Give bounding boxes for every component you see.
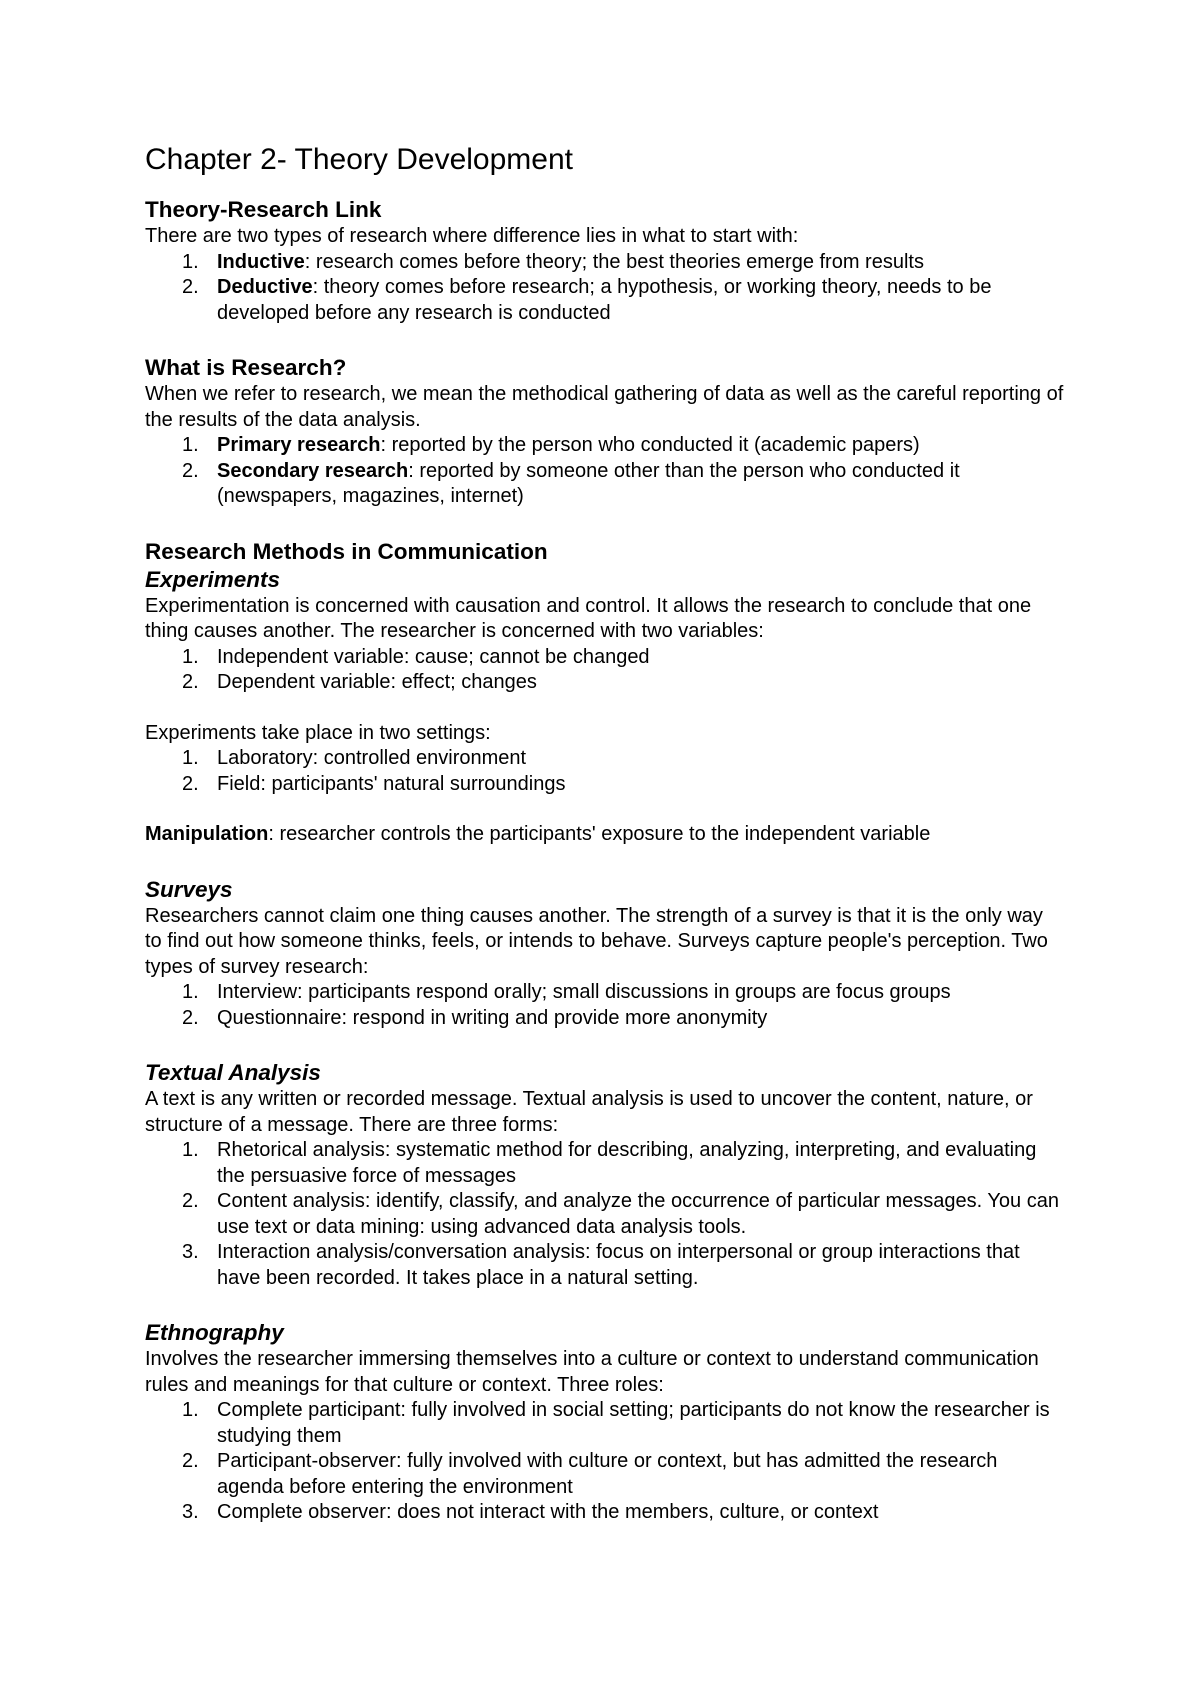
list-item: 3. Interaction analysis/conversation analysis: focus on interpersonal or group interactions that have been recorded. It takes place in a natural setting. xyxy=(182,1241,1020,1289)
numbered-list xyxy=(145,980,1065,1031)
list-item-term: Secondary research xyxy=(217,459,409,482)
list-item: 1. Interview: participants respond orally; small discussions in groups are focus groups xyxy=(182,981,951,1003)
list-item: 2. Participant-observer: fully involved with culture or context, but has admitted the research agenda before entering the environment xyxy=(182,1450,998,1498)
section-heading: What is Research? xyxy=(145,355,347,380)
page-title: Chapter 2- Theory Development xyxy=(145,143,573,176)
subsection-intro: Experimentation is concerned with causation and control. It allows the research to conclude that one thing causes another. The researcher is concerned with two variables: xyxy=(145,594,1032,642)
list-item-term: Inductive xyxy=(217,250,305,273)
subsection-heading: Textual Analysis xyxy=(145,1060,321,1085)
subsection-heading: Surveys xyxy=(145,876,233,902)
subsection-intro: Researchers cannot claim one thing causes another. The strength of a survey is that it is the only way to find out how someone thinks, feels, or intends to behave. Surveys capture people's perception. Two types of survey research: xyxy=(145,904,1048,978)
list-item: 1. Rhetorical analysis: systematic method for describing, analyzing, interpreting, and evaluating the persuasive force of messages xyxy=(182,1139,1037,1187)
list-item: 2. Deductive: theory comes before research; a hypothesis, or working theory, needs to be developed before any research is conducted xyxy=(182,276,992,324)
list-item: 1. Laboratory: controlled environment xyxy=(182,747,527,769)
document-page xyxy=(145,140,1065,1526)
subsection-textual-analysis xyxy=(145,1059,1065,1291)
list-item: 2. Questionnaire: respond in writing and provide more anonymity xyxy=(182,1006,768,1029)
list-item: 1. Complete participant: fully involved in social setting; participants do not know the researcher is studying them xyxy=(182,1399,1050,1447)
subsection-heading: Ethnography xyxy=(145,1320,284,1345)
manipulation-term: Manipulation xyxy=(145,823,269,845)
numbered-list xyxy=(145,746,1065,797)
subsection-heading: Experiments xyxy=(145,566,281,592)
list-item: 1. Independent variable: cause; cannot be changed xyxy=(182,645,650,668)
section-heading: Research Methods in Communication xyxy=(145,538,548,564)
section-intro: There are two types of research where difference lies in what to start with: xyxy=(145,225,799,247)
list-item: 1. Primary research: reported by the person who conducted it (academic papers) xyxy=(182,434,920,456)
list-item-term: Primary research xyxy=(217,434,381,456)
numbered-list xyxy=(145,433,1065,510)
settings-intro: Experiments take place in two settings: xyxy=(145,721,491,744)
list-item: 2. Dependent variable: effect; changes xyxy=(182,671,537,693)
subsection-intro: Involves the researcher immersing themselves into a culture or context to understand communication rules and meanings for that culture or context. Three roles: xyxy=(145,1348,1039,1396)
subsection-surveys xyxy=(145,876,1065,1032)
section-intro: When we refer to research, we mean the methodical gathering of data as well as the careful reporting of the results of the data analysis. xyxy=(145,383,1064,431)
list-item: 2. Content analysis: identify, classify, and analyze the occurrence of particular messages. You can use text or data mining: using advanced data analysis tools. xyxy=(182,1190,1059,1238)
section-theory-research-link xyxy=(145,196,1065,326)
section-research-methods xyxy=(145,538,1065,1526)
subsection-experiments xyxy=(145,566,1065,848)
numbered-list xyxy=(145,1138,1065,1291)
numbered-list xyxy=(145,250,1065,327)
list-item: 3. Complete observer: does not interact with the members, culture, or context xyxy=(182,1501,879,1523)
section-what-is-research xyxy=(145,354,1065,510)
list-item: 2. Secondary research: reported by someone other than the person who conducted it (newspapers, magazines, internet) xyxy=(182,459,960,507)
numbered-list xyxy=(145,1398,1065,1526)
section-heading: Theory-Research Link xyxy=(145,197,382,222)
list-item-term: Deductive xyxy=(217,276,313,298)
manipulation-definition: Manipulation: researcher controls the participants' exposure to the independent variable xyxy=(145,823,931,845)
subsection-intro: A text is any written or recorded message. Textual analysis is used to uncover the content, nature, or structure of a message. There are three forms: xyxy=(145,1088,1033,1136)
list-item: 2. Field: participants' natural surroundings xyxy=(182,772,566,795)
numbered-list xyxy=(145,645,1065,696)
subsection-ethnography xyxy=(145,1319,1065,1526)
list-item: 1. Inductive: research comes before theory; the best theories emerge from results xyxy=(182,250,924,273)
